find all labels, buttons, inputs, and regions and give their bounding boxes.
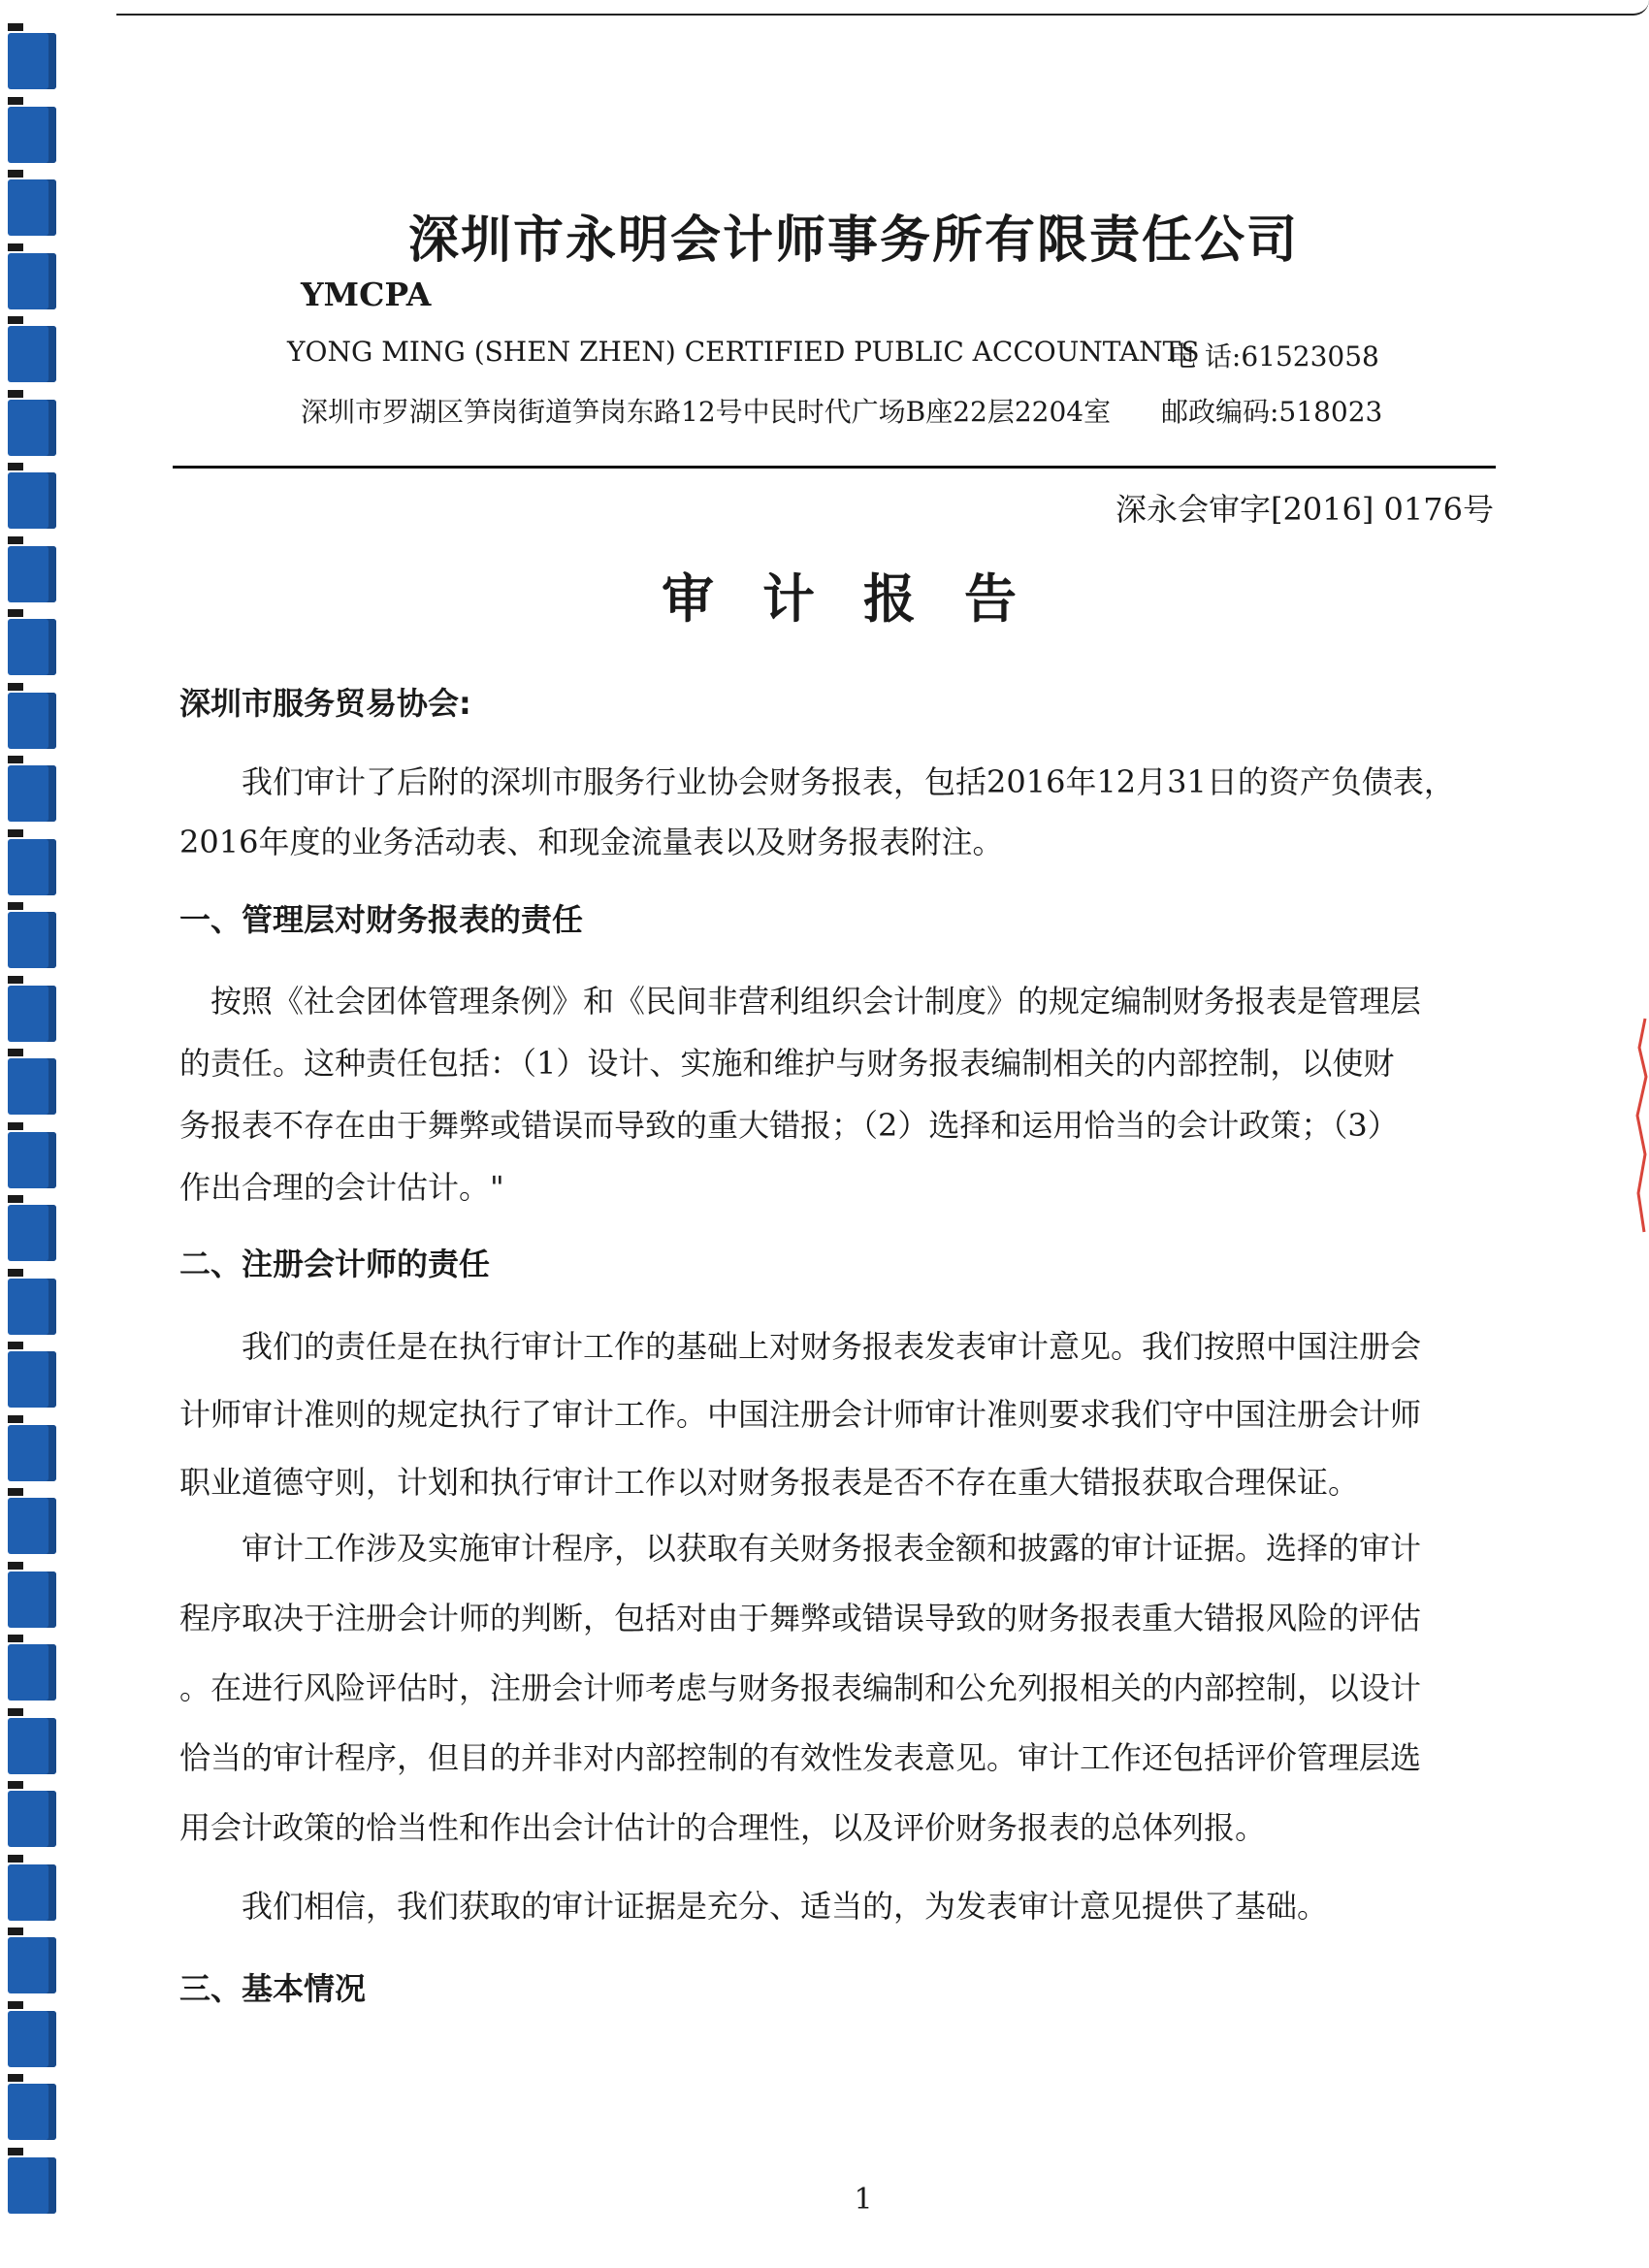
text-line: 用会计政策的恰当性和作出会计估计的合理性，以及评价财务报表的总体列报。	[179, 1809, 1267, 1846]
binding-ring	[8, 1718, 56, 1774]
binding-ring	[8, 1864, 56, 1921]
text-line: 计师审计准则的规定执行了审计工作。中国注册会计师审计准则要求我们守中国注册会计师	[179, 1396, 1422, 1433]
binding-ring	[8, 1205, 56, 1261]
binding-ring	[8, 1425, 56, 1481]
reference-number: 深永会审字[2016] 0176号	[1115, 491, 1494, 528]
addressee: 深圳市服务贸易协会:	[179, 685, 471, 722]
firm-english-name: YONG MING (SHEN ZHEN) CERTIFIED PUBLIC ACCOUNTANTS	[287, 336, 1200, 368]
firm-postcode: 邮政编码:518023	[1161, 396, 1383, 428]
text-line: 程序取决于注册会计师的判断，包括对由于舞弊或错误导致的财务报表重大错报风险的评估	[179, 1600, 1422, 1636]
firm-abbreviation: YMCPA	[301, 275, 432, 313]
binding-ring	[8, 912, 56, 968]
text-line: 我们的责任是在执行审计工作的基础上对财务报表发表审计意见。我们按照中国注册会	[242, 1328, 1422, 1365]
binding-ring	[8, 986, 56, 1042]
text-line: 的责任。这种责任包括：（1）设计、实施和维护与财务报表编制相关的内部控制，以使财	[179, 1045, 1395, 1082]
binding-ring	[8, 1498, 56, 1554]
binding-ring	[8, 839, 56, 895]
binding-ring	[8, 2084, 56, 2140]
binding-ring	[8, 33, 56, 89]
section2-paragraph-3: 我们相信，我们获取的审计证据是充分、适当的，为发表审计意见提供了基础。	[242, 1888, 1329, 1925]
binding-ring	[8, 1571, 56, 1628]
firm-address: 深圳市罗湖区笋岗街道笋岗东路12号中民时代广场B座22层2204室	[301, 396, 1112, 428]
section1-heading: 一、管理层对财务报表的责任	[179, 901, 584, 938]
text-line: 审计工作涉及实施审计程序，以获取有关财务报表金额和披露的审计证据。选择的审计	[242, 1530, 1422, 1567]
binding-ring	[8, 1058, 56, 1115]
text-line: 2016年度的业务活动表、和现金流量表以及财务报表附注。	[179, 824, 1004, 860]
binding-ring	[8, 400, 56, 456]
spiral-binding	[0, 0, 60, 2268]
binding-ring	[8, 1644, 56, 1701]
firm-name: 深圳市永明会计师事务所有限责任公司	[407, 211, 1299, 270]
binding-ring	[8, 107, 56, 163]
section3-heading: 三、基本情况	[179, 1970, 367, 2007]
binding-ring	[8, 2011, 56, 2067]
binding-ring	[8, 693, 56, 749]
binding-ring	[8, 326, 56, 382]
report-title: 审计报告	[662, 568, 1065, 630]
binding-ring	[8, 1132, 56, 1188]
header-divider	[173, 466, 1496, 469]
text-line: 我们审计了后附的深圳市服务行业协会财务报表，包括2016年12月31日的资产负债表，	[242, 763, 1455, 800]
section1-paragraph	[179, 970, 1489, 1218]
text-line: 作出合理的会计估计。"	[179, 1169, 504, 1206]
page-edge-line	[116, 0, 1649, 16]
text-line: 职业道德守则，计划和执行审计工作以对财务报表是否不存在重大错报获取合理保证。	[179, 1464, 1360, 1501]
text-line: 务报表不存在由于舞弊或错误而导致的重大错报；（2）选择和运用恰当的会计政策；（3）	[179, 1107, 1399, 1144]
section2-heading: 二、注册会计师的责任	[179, 1246, 491, 1282]
text-line: 恰当的审计程序，但目的并非对内部控制的有效性发表意见。审计工作还包括评价管理层选	[179, 1739, 1422, 1776]
section2-paragraph-1	[179, 1312, 1489, 1516]
binding-ring	[8, 1791, 56, 1847]
firm-phone: 电 话:61523058	[1169, 340, 1379, 373]
section2-paragraph-2	[179, 1513, 1489, 1863]
intro-paragraph	[179, 752, 1489, 872]
binding-ring	[8, 1279, 56, 1335]
stamp-edge-mark	[1632, 1009, 1649, 1251]
text-line: 按照《社会团体管理条例》和《民间非营利组织会计制度》的规定编制财务报表是管理层	[210, 983, 1422, 1020]
page-number: 1	[854, 2183, 873, 2217]
text-line: 。在进行风险评估时，注册会计师考虑与财务报表编制和公允列报相关的内部控制，以设计	[179, 1669, 1422, 1706]
binding-ring	[8, 472, 56, 529]
binding-ring	[8, 765, 56, 822]
binding-ring	[8, 1937, 56, 1993]
binding-ring	[8, 1351, 56, 1408]
